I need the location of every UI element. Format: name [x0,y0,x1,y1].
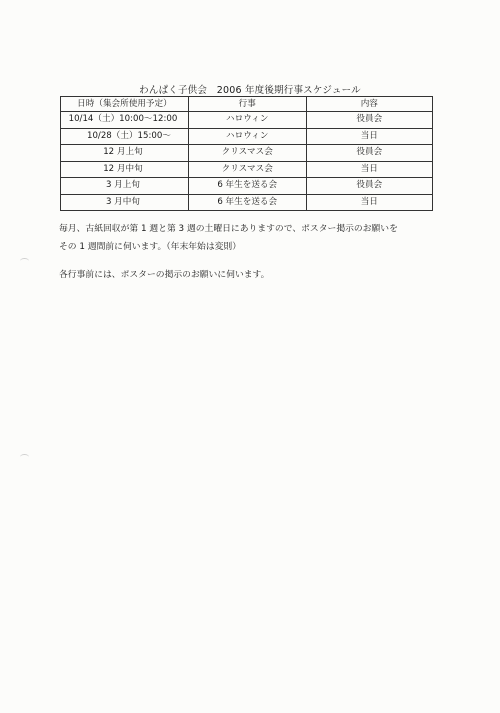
cell-event: 6 年生を送る会 [188,178,306,195]
table-row [61,194,433,211]
table-row [61,145,433,162]
paper-recycling-note-line1: 毎月、古紙回収が第 1 週と第 3 週の土曜日にありますので、ポスター掲示のお願いを [59,224,398,234]
cell-event: ハロウィン [188,112,306,129]
table-row [61,161,433,178]
cell-detail: 当日 [306,194,432,211]
poster-note: 各行事前には、ポスターの掲示のお願いに伺います。 [59,270,270,280]
cell-event: クリスマス会 [188,145,306,162]
table-header-row [61,97,433,112]
cell-date: 10/14（土）10:00～12:00 [61,112,189,129]
cell-date: 12 月中旬 [61,161,189,178]
cell-event: ハロウィン [188,128,306,145]
cell-detail: 役員会 [306,178,432,195]
punch-hole-mark [20,454,29,460]
cell-detail: 役員会 [306,145,432,162]
table-row [61,178,433,195]
cell-event: クリスマス会 [188,161,306,178]
cell-date: 3 月中旬 [61,194,189,211]
cell-detail: 当日 [306,161,432,178]
column-header-detail: 内容 [306,97,432,112]
column-header-event: 行事 [188,97,306,112]
cell-date: 12 月上旬 [61,145,189,162]
column-header-date: 日時（集会所使用予定） [61,97,189,112]
cell-date: 10/28（土）15:00～ [61,128,189,145]
punch-hole-mark [20,258,29,264]
cell-detail: 当日 [306,128,432,145]
cell-date: 3 月上旬 [61,178,189,195]
cell-detail: 役員会 [306,112,432,129]
document-title: わんぱく子供会 2006 年度後期行事スケジュール [139,85,361,96]
cell-event: 6 年生を送る会 [188,194,306,211]
paper-recycling-note-line2: その 1 週間前に伺います。（年末年始は変則） [59,242,242,252]
table-row [61,128,433,145]
paper-recycling-note [59,220,398,256]
schedule-table [60,96,433,211]
table-row [61,112,433,129]
